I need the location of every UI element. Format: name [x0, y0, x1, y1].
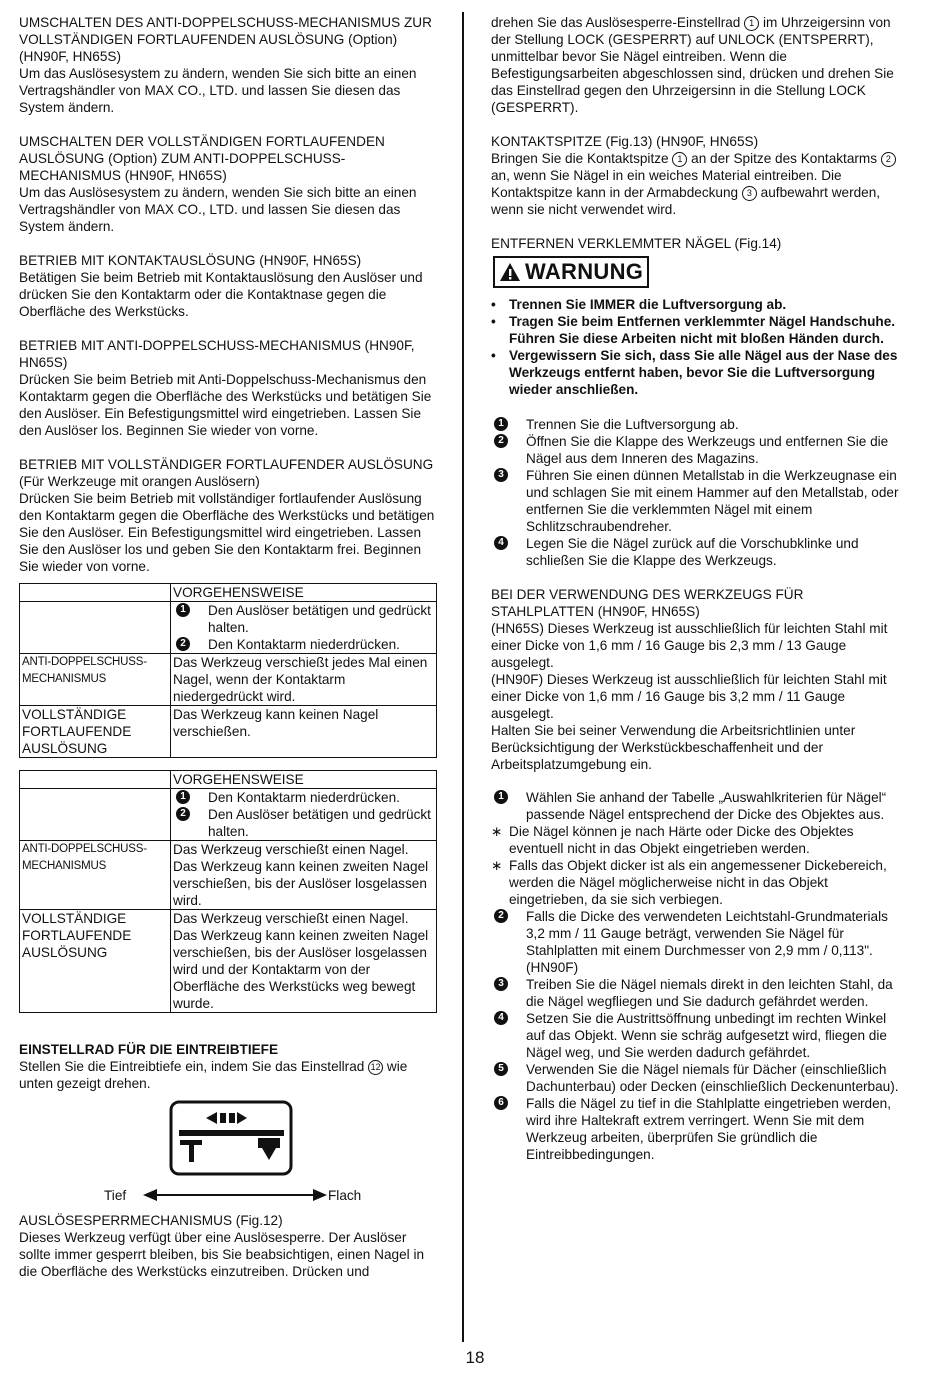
- step-text: Wählen Sie anhand der Tabelle „Auswahlkriterien für Nägel“ passende Nägel entsprechend der Dicke des Objektes aus.: [526, 790, 887, 822]
- table-steps: [171, 602, 437, 654]
- warning-bullet-list: [491, 296, 907, 398]
- step-text: Verwenden Sie die Nägel niemals für Dächer (einschließlich Dachunterbau) oder Decken (einschließlich Deckenunterbau).: [526, 1062, 899, 1094]
- depth-dial-illustration: [19, 1098, 437, 1208]
- section-title: EINSTELLRAD FÜR DIE EINTREIBTIEFE: [19, 1042, 279, 1057]
- section-title: BETRIEB MIT VOLLSTÄNDIGER FORTLAUFENDER AUSLÖSUNG (Für Werkzeuge mit orangen Auslösern): [19, 457, 434, 489]
- section-title: ENTFERNEN VERKLEMMTER NÄGEL (Fig.14): [491, 236, 782, 251]
- body-text: an der Spitze des Kontaktarms: [691, 151, 878, 166]
- section-body: Dieses Werkzeug verfügt über eine Auslösesperre. Der Auslöser sollte immer gesperrt bleiben, bis Sie beabsichtigen, einen Nagel in die Oberfläche des Werkstücks einzutreiben. Drücken und: [19, 1230, 425, 1279]
- steel-step: [491, 1061, 907, 1095]
- column-divider: [462, 12, 464, 1342]
- row-label: ANTI-DOPPELSCHUSS-MECHANISMUS: [20, 654, 171, 706]
- section-title: BEI DER VERWENDUNG DES WERKZEUGS FÜR STAHLPLATTEN (HN90F, HN65S): [491, 587, 804, 619]
- row-text: Das Werkzeug verschießt jedes Mal einen Nagel, wenn der Kontaktarm niedergedrückt wird.: [171, 654, 437, 706]
- step-number-icon: 3: [494, 977, 508, 991]
- body-text: aufbewahrt werden, wenn sie nicht verwendet wird.: [491, 185, 881, 217]
- row-label: ANTI-DOPPELSCHUSS-MECHANISMUS: [20, 841, 171, 910]
- procedure-table-1: [19, 583, 437, 758]
- steel-plate-items-list: [491, 789, 907, 1163]
- section-body: Um das Auslösesystem zu ändern, wenden Sie sich bitte an einen Vertragshändler von MAX CO., LTD. und lassen Sie diesen das System ändern.: [19, 66, 417, 115]
- section-title: BETRIEB MIT ANTI-DOPPELSCHUSS-MECHANISMUS (HN90F, HN65S): [19, 338, 415, 370]
- reference-number-icon: 3: [742, 186, 757, 201]
- step-text: Den Kontaktarm niederdrücken.: [208, 637, 400, 652]
- note-text: Die Nägel können je nach Härte oder Dicke des Objektes eventuell nicht in das Objekt eingetrieben werden.: [509, 824, 854, 856]
- step-number-icon: 1: [494, 790, 508, 804]
- row-text: Das Werkzeug verschießt einen Nagel. Das Werkzeug kann keinen zweiten Nagel verschießen, bis der Auslöser losgelassen wird und der Kontaktarm von der Oberfläche des Werkstücks weg bewegt wurde.: [171, 910, 437, 1013]
- warning-bullet: • Vergewissern Sie sich, dass Sie alle Nägel aus der Nase des Werkzeugs entfernt haben, bevor Sie die Luftversorgung wieder anschließen.: [491, 347, 907, 398]
- warning-triangle-icon: [499, 262, 521, 282]
- section-body: [491, 14, 907, 116]
- warning-bullet: • Trennen Sie IMMER die Luftversorgung ab.: [491, 296, 907, 313]
- step-text: Führen Sie einen dünnen Metallstab in die Werkzeugnase ein und schlagen Sie mit einem Hammer auf den Metallstab, oder entfernen Sie die verklemmten Nägel mit einem Schlitzschraubendreher.: [526, 468, 899, 534]
- jam-step: [491, 535, 907, 569]
- step-text: Öffnen Sie die Klappe des Werkzeugs und entfernen Sie die Nägel aus dem Inneren des Magazins.: [526, 434, 889, 466]
- section-body: Halten Sie bei seiner Verwendung die Arbeitsrichtlinien unter Berücksichtigung der Werkstückbeschaffenheit und der Arbeitsplatzumgebung ein.: [491, 723, 856, 772]
- step: [173, 636, 434, 653]
- steel-step: [491, 1095, 907, 1163]
- step-number-icon: 5: [494, 1062, 508, 1076]
- section-body: (HN65S) Dieses Werkzeug ist ausschließlich für leichten Stahl mit einer Dicke von 1,6 mm / 16 Gauge bis 2,3 mm / 13 Gauge ausgelegt.: [491, 621, 888, 670]
- section-title: KONTAKTSPITZE (Fig.13) (HN90F, HN65S): [491, 134, 759, 149]
- section-trigger-lock-continued: [491, 14, 907, 116]
- table-corner: [20, 771, 171, 789]
- section-title: BETRIEB MIT KONTAKTAUSLÖSUNG (HN90F, HN65S): [19, 253, 362, 268]
- steel-step: [491, 908, 907, 976]
- right-column: [491, 14, 907, 1163]
- note-asterisk-icon: ∗: [491, 858, 503, 873]
- step-number-icon: 1: [176, 790, 190, 804]
- section-body: [19, 1058, 437, 1092]
- steel-step: [491, 1010, 907, 1061]
- left-column: [19, 14, 437, 1280]
- note-item: [491, 857, 907, 908]
- reference-number-icon: 1: [744, 16, 759, 31]
- step-number-icon: 4: [494, 1011, 508, 1025]
- section-body: Betätigen Sie beim Betrieb mit Kontaktauslösung den Auslöser und drücken Sie den Kontaktarm oder die Kontaktnase gegen die Oberfläche des Werkstücks.: [19, 270, 423, 319]
- warning-text: WARNUNG: [525, 259, 644, 284]
- section-trigger-lock: [19, 1212, 437, 1280]
- reference-number-icon: 1: [672, 152, 687, 167]
- section-full-sequential-operation: [19, 456, 437, 575]
- body-text: im Uhrzeigersinn von der Stellung LOCK (GESPERRT) auf UNLOCK (ENTSPERRT), unmittelbar bevor Sie Nägel eintreiben. Wenn die Befestigungsarbeiten abgeschlossen sind, drücken und drehen Sie das Einstellrad gegen den Uhrzeigersinn in die Stellung LOCK (GESPERRT).: [491, 15, 894, 115]
- body-text: an, wenn Sie Nägel in ein weiches Material eintreiben. Die Kontaktspitze kann in der Armabdeckung: [491, 168, 842, 200]
- table-header: VORGEHENSWEISE: [171, 584, 437, 602]
- section-body: Drücken Sie beim Betrieb mit Anti-Doppelschuss-Mechanismus den Kontaktarm gegen die Oberfläche des Werkstücks und betätigen Sie den Auslöser. Ein Befestigungsmittel wird eingetrieben. Lassen Sie den Auslöser los. Beginnen Sie wieder von vorne.: [19, 372, 432, 438]
- step-text: Falls die Nägel zu tief in die Stahlplatte eingetrieben werden, wird ihre Haltekraft extrem verringert. Wenn Sie mit dem Werkzeug arbeiten, überprüfen Sie gründlich die Eintreibbedingungen.: [526, 1096, 891, 1162]
- step-number-icon: 2: [494, 909, 508, 923]
- section-title: AUSLÖSESPERRMECHANISMUS (Fig.12): [19, 1213, 283, 1228]
- section-depth-adjuster: [19, 1041, 437, 1208]
- section-body: Um das Auslösesystem zu ändern, wenden Sie sich bitte an einen Vertragshändler von MAX CO., LTD. und lassen Sie diesen das System ändern.: [19, 185, 417, 234]
- reference-number-icon: 2: [881, 152, 896, 167]
- note-item: [491, 823, 907, 857]
- depth-label-deep: Tief: [104, 1188, 127, 1203]
- step-number-icon: 2: [494, 434, 508, 448]
- section-contact-tip: [491, 133, 907, 218]
- body-text: Bringen Sie die Kontaktspitze: [491, 151, 669, 166]
- row-label: VOLLSTÄNDIGE FORTLAUFENDE AUSLÖSUNG: [20, 706, 171, 758]
- table-header: VORGEHENSWEISE: [171, 771, 437, 789]
- step-number-icon: 2: [176, 637, 190, 651]
- steel-step: [491, 789, 907, 823]
- step: [173, 789, 434, 806]
- jam-step: [491, 433, 907, 467]
- table-empty-cell: [20, 602, 171, 654]
- step-text: Falls die Dicke des verwendeten Leichtstahl-Grundmaterials 3,2 mm / 11 Gauge beträgt, verwenden Sie Nägel für Stahlplatten mit einem Durchmesser von 2,9 mm / 0,113". (HN90F): [526, 909, 888, 975]
- step-text: Den Auslöser betätigen und gedrückt halten.: [208, 603, 431, 635]
- step-number-icon: 2: [176, 807, 190, 821]
- section-switch-to-full-sequential: [19, 14, 437, 116]
- reference-number-icon: 12: [368, 1060, 383, 1075]
- step-number-icon: 1: [494, 417, 508, 431]
- warning-bullet: • Tragen Sie beim Entfernen verklemmter Nägel Handschuhe. Führen Sie diese Arbeiten nicht mit bloßen Händen durch.: [491, 313, 907, 347]
- table-empty-cell: [20, 789, 171, 841]
- steel-step: [491, 976, 907, 1010]
- step-text: Trennen Sie die Luftversorgung ab.: [526, 417, 739, 432]
- step-text: Den Kontaktarm niederdrücken.: [208, 790, 400, 805]
- step-number-icon: 1: [176, 603, 190, 617]
- section-anti-double-operation: [19, 337, 437, 439]
- depth-adjuster-diagram: [19, 1098, 437, 1208]
- warning-label: [493, 256, 649, 288]
- section-body: Drücken Sie beim Betrieb mit vollständiger fortlaufender Auslösung den Kontaktarm gegen die Oberfläche des Werkstücks und betätigen Sie den Auslöser. Ein Befestigungsmittel wird eingetrieben. Lassen Sie den Auslöser los und geben Sie den Kontaktarm frei. Beginnen Sie wieder von vorne.: [19, 491, 435, 574]
- row-text: Das Werkzeug kann keinen Nagel verschießen.: [171, 706, 437, 758]
- jam-step: [491, 416, 907, 433]
- body-text: wie unten gezeigt drehen.: [19, 1059, 408, 1091]
- table-corner: [20, 584, 171, 602]
- section-body: (HN90F) Dieses Werkzeug ist ausschließlich für leichten Stahl mit einer Dicke von 1,6 mm / 16 Gauge bis 3,2 mm / 11 Gauge ausgelegt.: [491, 672, 887, 721]
- section-title: UMSCHALTEN DER VOLLSTÄNDIGEN FORTLAUFENDEN AUSLÖSUNG (Option) ZUM ANTI-DOPPELSCHUSS-MECHANISMUS (HN90F, HN65S): [19, 134, 385, 183]
- section-title: UMSCHALTEN DES ANTI-DOPPELSCHUSS-MECHANISMUS ZUR VOLLSTÄNDIGEN FORTLAUFENDEN AUSLÖSUNG (Option) (HN90F, HN65S): [19, 15, 432, 64]
- jam-step: [491, 467, 907, 535]
- step-number-icon: 4: [494, 536, 508, 550]
- section-steel-plates: [491, 586, 907, 1163]
- step: [173, 806, 434, 840]
- step-text: Legen Sie die Nägel zurück auf die Vorschubklinke und schließen Sie die Klappe des Werkzeugs.: [526, 536, 859, 568]
- section-jammed-nails: [491, 235, 907, 569]
- jam-steps-list: [491, 416, 907, 569]
- note-asterisk-icon: ∗: [491, 824, 503, 839]
- row-text: Das Werkzeug verschießt einen Nagel. Das Werkzeug kann keinen zweiten Nagel verschießen, bis der Auslöser losgelassen wird.: [171, 841, 437, 910]
- step: [173, 602, 434, 636]
- page-number: 18: [465, 1348, 485, 1367]
- step-text: Treiben Sie die Nägel niemals direkt in den leichten Stahl, da die Nägel wegfliegen und Sie dadurch gefährdet werden.: [526, 977, 893, 1009]
- step-text: Den Auslöser betätigen und gedrückt halten.: [208, 807, 431, 839]
- note-text: Falls das Objekt dicker ist als ein angemessener Dickebereich, werden die Nägel möglicherweise nicht in das Objekt eingetrieben, da sie sich verbiegen.: [509, 858, 887, 907]
- section-body: [491, 150, 907, 218]
- table-steps: [171, 789, 437, 841]
- section-switch-to-anti-double: [19, 133, 437, 235]
- step-number-icon: 3: [494, 468, 508, 482]
- depth-label-shallow: Flach: [328, 1188, 362, 1203]
- procedure-table-2: [19, 770, 437, 1013]
- step-number-icon: 6: [494, 1096, 508, 1110]
- body-text: Stellen Sie die Eintreibtiefe ein, indem Sie das Einstellrad: [19, 1059, 365, 1074]
- row-label: VOLLSTÄNDIGE FORTLAUFENDE AUSLÖSUNG: [20, 910, 171, 1013]
- body-text: drehen Sie das Auslösesperre-Einstellrad: [491, 15, 741, 30]
- section-contact-actuation: [19, 252, 437, 320]
- step-text: Setzen Sie die Austrittsöffnung unbedingt im rechten Winkel auf das Objekt. Wenn sie schräg aufgesetzt wird, fliegen die Nägel weg, und Sie werden dadurch gefährdet.: [526, 1011, 887, 1060]
